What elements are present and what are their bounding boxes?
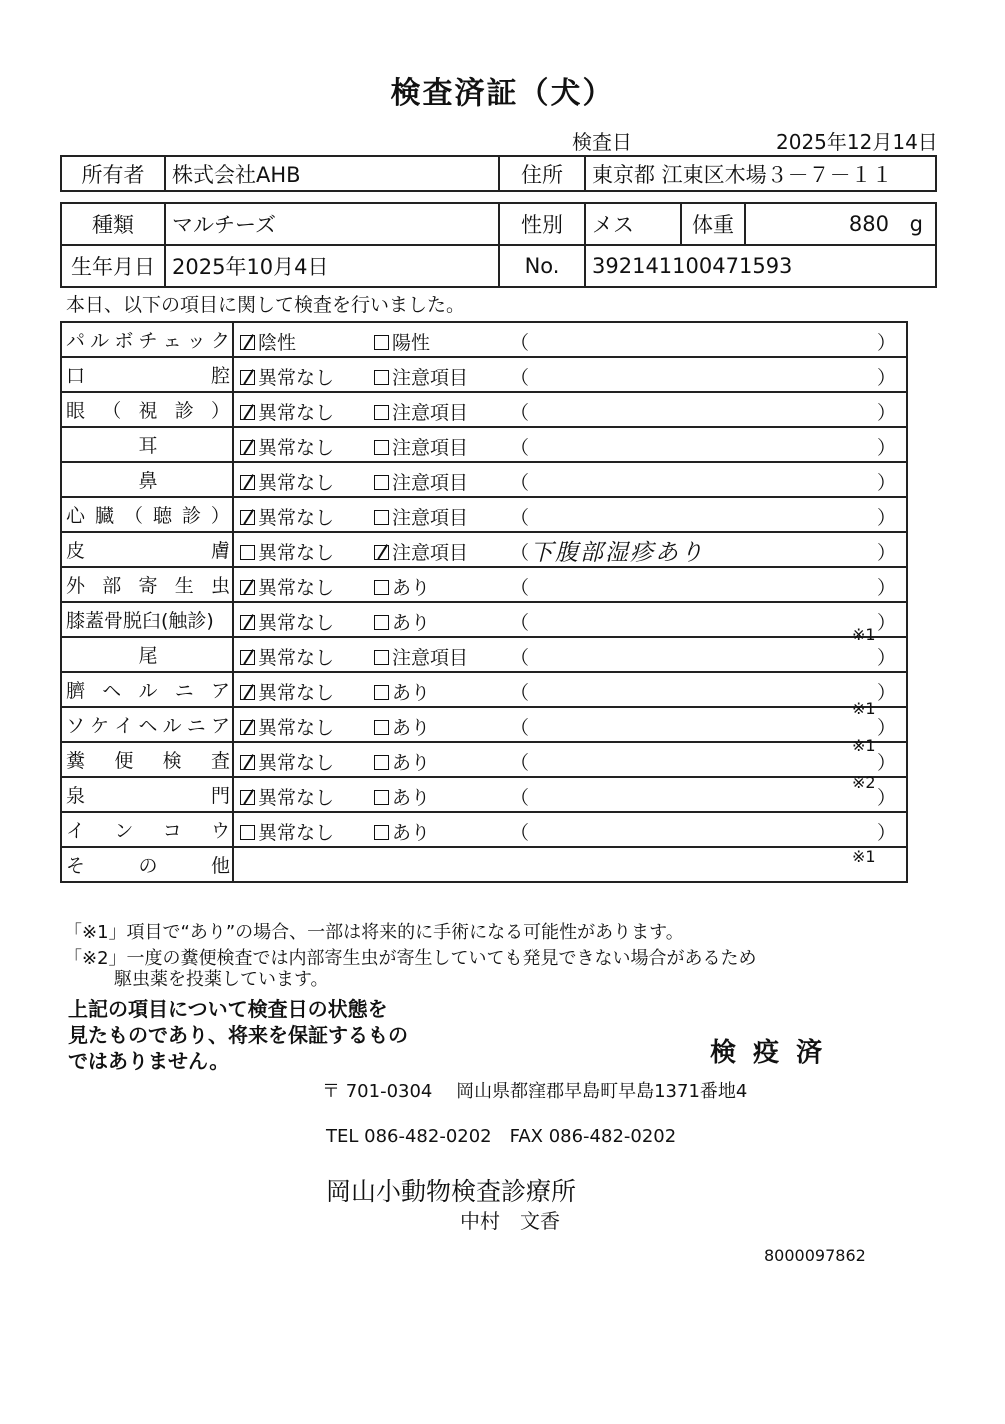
check-option-1-label: 異常なし — [258, 402, 335, 424]
check-item-char: 査 — [210, 750, 230, 772]
owner-value: 株式会社AHB — [165, 156, 499, 191]
footnote-mark: ※2 — [852, 773, 876, 792]
check-row — [61, 427, 907, 462]
check-item-char: ェ — [162, 330, 182, 352]
checkbox-checked-icon[interactable] — [240, 475, 255, 490]
footnote-mark: ※1 — [852, 625, 876, 644]
check-option-1-label: 異常なし — [258, 507, 335, 529]
checkbox-icon[interactable] — [374, 685, 389, 700]
check-option-1[interactable] — [240, 503, 334, 530]
check-option-1-label: 異常なし — [258, 542, 335, 564]
check-option-2-label: 注意項目 — [392, 402, 469, 424]
check-row — [61, 392, 907, 427]
owner-label: 所有者 — [61, 156, 165, 191]
check-option-1[interactable] — [240, 783, 334, 810]
check-options-cell — [233, 602, 907, 637]
check-item-char: 検 — [162, 750, 182, 772]
paren-open: （ — [510, 472, 530, 494]
paren-open: （ — [510, 647, 530, 669]
checkbox-checked-icon[interactable] — [240, 615, 255, 630]
page-title: 検査済証（犬） — [390, 76, 615, 111]
checkbox-icon[interactable] — [374, 475, 389, 490]
paren-open: （ — [510, 717, 530, 739]
sex-label: 性別 — [499, 203, 585, 245]
check-item-char: ッ — [186, 330, 206, 352]
check-option-1[interactable] — [240, 713, 334, 740]
check-item-char: 腔 — [210, 365, 230, 387]
check-option-2-label: 注意項目 — [392, 472, 469, 494]
checkbox-icon[interactable] — [374, 510, 389, 525]
checkbox-checked-icon[interactable] — [240, 335, 255, 350]
weight-label: 体重 — [681, 203, 745, 245]
check-option-2-label: 注意項目 — [392, 437, 469, 459]
check-option-2-label: 注意項目 — [392, 367, 469, 389]
disclaimer-statement — [68, 996, 408, 1074]
check-option-2[interactable] — [374, 818, 430, 845]
check-item-label — [66, 711, 230, 738]
check-option-1[interactable] — [240, 398, 334, 425]
check-item-label — [66, 396, 230, 423]
footnote-2: 「※2」一度の糞便検査では内部寄生虫が寄生していても発見できない場合があるため — [64, 948, 757, 969]
check-option-1-label: 異常なし — [258, 752, 335, 774]
check-option-1-label: 異常なし — [258, 647, 335, 669]
check-item-char: 診 — [181, 505, 201, 527]
check-option-2-label: あり — [392, 822, 431, 844]
check-option-2-label: あり — [392, 752, 431, 774]
disclaimer-line: 上記の項目について検査日の状態を — [68, 997, 388, 1021]
paren-open: （ — [510, 682, 530, 704]
check-option-1[interactable] — [240, 328, 296, 355]
check-item-char: 臓 — [94, 505, 114, 527]
checkbox-icon[interactable] — [374, 615, 389, 630]
check-option-2[interactable] — [374, 713, 430, 740]
check-option-2-label: 注意項目 — [392, 647, 469, 669]
check-option-2-label: 注意項目 — [392, 507, 469, 529]
check-item-char: 外 — [66, 575, 86, 597]
animal-table — [60, 202, 937, 288]
checkbox-icon[interactable] — [374, 405, 389, 420]
check-option-2-label: あり — [392, 717, 431, 739]
check-option-2[interactable] — [374, 538, 468, 565]
check-item-char: 皮 — [66, 540, 86, 562]
check-option-1-label: 異常なし — [258, 367, 335, 389]
breed-label: 種類 — [61, 203, 165, 245]
checkbox-checked-icon[interactable] — [240, 440, 255, 455]
check-item-char: ） — [210, 505, 230, 527]
paren-close: ） — [876, 577, 896, 599]
check-item-label — [66, 676, 230, 703]
checkbox-checked-icon[interactable] — [240, 510, 255, 525]
check-option-1[interactable] — [240, 433, 334, 460]
check-item-char: 部 — [102, 575, 122, 597]
check-option-2[interactable] — [374, 748, 430, 775]
check-option-2-label: あり — [392, 682, 431, 704]
paren-open: （ — [510, 402, 530, 424]
check-item-char: ） — [210, 400, 230, 422]
paren-close: ） — [876, 612, 896, 634]
paren-open: （ — [510, 507, 530, 529]
check-item-char: イ — [66, 820, 86, 842]
check-options-cell — [233, 357, 907, 392]
check-options-cell — [233, 322, 907, 357]
check-item-char: ル — [138, 680, 158, 702]
footnote-1: 「※1」項目で“あり”の場合、一部は将来的に手術になる可能性があります。 — [64, 922, 684, 943]
check-option-2-label: 注意項目 — [392, 542, 469, 564]
checkbox-icon[interactable] — [374, 370, 389, 385]
paren-close: ） — [876, 647, 896, 669]
address-value: 東京都 江東区木場３－７－１１ — [585, 156, 936, 191]
check-item-cell — [61, 357, 233, 392]
paren-open: （ — [510, 542, 530, 564]
footnote-mark: ※1 — [852, 736, 876, 755]
exam-date-label: 検査日 — [572, 130, 632, 154]
breed-value: マルチーズ — [165, 203, 499, 245]
check-item-label — [66, 536, 230, 563]
check-item-char: 膝蓋骨脱臼(触診) — [66, 610, 214, 632]
birth-label: 生年月日 — [61, 245, 165, 287]
check-options-cell — [233, 532, 907, 567]
check-table — [60, 321, 908, 883]
check-item-char: 膚 — [210, 540, 230, 562]
checkbox-checked-icon[interactable] — [240, 685, 255, 700]
check-item-cell — [61, 707, 233, 742]
check-option-2[interactable] — [374, 678, 430, 705]
check-option-1-label: 異常なし — [258, 682, 335, 704]
checkbox-checked-icon[interactable] — [240, 370, 255, 385]
check-item-cell — [61, 322, 233, 357]
check-option-2-label: あり — [392, 577, 431, 599]
check-item-char: 門 — [210, 785, 230, 807]
address-label: 住所 — [499, 156, 585, 191]
paren-close: ） — [876, 682, 896, 704]
clinic-address: 〒 701-0304 岡山県都窪郡早島町早島1371番地4 — [322, 1081, 748, 1102]
check-item-label — [66, 326, 230, 353]
check-item-char: ソ — [66, 715, 86, 737]
weight-value: 880 — [848, 212, 889, 236]
check-option-1-label: 異常なし — [258, 822, 335, 844]
check-options-cell — [233, 567, 907, 602]
weight-cell — [745, 203, 936, 245]
check-item-label — [66, 781, 230, 808]
check-item-char: ケ — [90, 715, 110, 737]
check-item-char: 生 — [174, 575, 194, 597]
check-item-char: ヘ — [102, 680, 122, 702]
paren-open: （ — [510, 612, 530, 634]
check-item-label — [66, 816, 230, 843]
sex-value: メス — [585, 203, 681, 245]
check-item-char: ル — [162, 715, 182, 737]
check-item-cell — [61, 777, 233, 812]
check-item-char: ヘ — [138, 715, 158, 737]
check-item-char: 聴 — [152, 505, 172, 527]
paren-close: ） — [876, 332, 896, 354]
disclaimer-line: 見たものであり、将来を保証するもの — [68, 1023, 408, 1047]
birth-value: 2025年10月4日 — [165, 245, 499, 287]
check-option-2[interactable] — [374, 363, 468, 390]
check-item-char: イ — [114, 715, 134, 737]
check-option-1-label: 陰性 — [258, 332, 297, 354]
paren-close: ） — [876, 437, 896, 459]
paren-close: ） — [876, 472, 896, 494]
check-row — [61, 462, 907, 497]
checkbox-checked-icon[interactable] — [240, 755, 255, 770]
check-item-char: 虫 — [210, 575, 230, 597]
checkbox-icon[interactable] — [374, 440, 389, 455]
check-item-cell — [61, 672, 233, 707]
check-option-1[interactable] — [240, 363, 334, 390]
paren-open: （ — [510, 787, 530, 809]
check-option-1[interactable] — [240, 468, 334, 495]
checkbox-checked-icon[interactable] — [240, 650, 255, 665]
check-option-1[interactable] — [240, 573, 334, 600]
check-option-1[interactable] — [240, 643, 334, 670]
check-option-2[interactable] — [374, 643, 468, 670]
checkbox-checked-icon[interactable] — [240, 790, 255, 805]
checkbox-icon[interactable] — [374, 755, 389, 770]
check-row — [61, 707, 907, 742]
check-item-cell — [61, 602, 233, 637]
check-item-char: ボ — [114, 330, 134, 352]
intro-text: 本日、以下の項目に関して検査を行いました。 — [66, 294, 466, 316]
document-number: 8000097862 — [764, 1246, 866, 1265]
check-item-char: ニ — [186, 715, 206, 737]
check-item-char: ル — [90, 330, 110, 352]
check-option-1-label: 異常なし — [258, 437, 335, 459]
paren-close: ） — [876, 822, 896, 844]
check-options-cell — [233, 392, 907, 427]
check-option-1[interactable] — [240, 608, 334, 635]
footnote-mark: ※1 — [852, 699, 876, 718]
check-options-cell — [233, 742, 907, 777]
check-item-cell — [61, 567, 233, 602]
check-row — [61, 637, 907, 672]
check-option-2[interactable] — [374, 433, 468, 460]
checkbox-icon[interactable] — [240, 825, 255, 840]
check-row — [61, 812, 907, 847]
check-item-label — [66, 606, 230, 633]
exam-date-value: 2025年12月14日 — [776, 130, 938, 154]
check-option-2[interactable] — [374, 328, 430, 355]
check-option-1[interactable] — [240, 748, 334, 775]
check-item-char: （ — [123, 505, 143, 527]
check-option-1-label: 異常なし — [258, 612, 335, 634]
paren-close: ） — [876, 507, 896, 529]
paren-open: （ — [510, 577, 530, 599]
check-item-label — [66, 746, 230, 773]
check-option-2[interactable] — [374, 608, 430, 635]
check-item-label — [66, 431, 230, 458]
clinic-phone: TEL 086-482-0202 FAX 086-482-0202 — [326, 1126, 677, 1147]
check-item-char: ニ — [174, 680, 194, 702]
check-item-char: ア — [210, 715, 230, 737]
quarantine-stamp: 検 疫 済 — [710, 1038, 827, 1068]
checkbox-checked-icon[interactable] — [374, 545, 389, 560]
check-option-1-label: 異常なし — [258, 577, 335, 599]
check-item-cell — [61, 532, 233, 567]
check-row — [61, 497, 907, 532]
clinic-person: 中村 文香 — [460, 1209, 560, 1233]
check-item-char: 寄 — [138, 575, 158, 597]
check-item-char: 鼻 — [138, 470, 158, 492]
checkbox-icon[interactable] — [374, 650, 389, 665]
check-item-cell — [61, 392, 233, 427]
footnote-mark: ※1 — [852, 847, 876, 866]
check-item-char: 耳 — [138, 435, 158, 457]
check-note: 下腹部湿疹あり — [530, 540, 705, 566]
check-item-label — [66, 466, 230, 493]
checkbox-icon[interactable] — [374, 335, 389, 350]
paren-close: ） — [876, 542, 896, 564]
checkbox-checked-icon[interactable] — [240, 720, 255, 735]
check-option-1[interactable] — [240, 678, 334, 705]
check-item-char: （ — [102, 400, 122, 422]
check-row — [61, 777, 907, 812]
paren-close: ） — [876, 717, 896, 739]
check-item-char: ン — [114, 820, 134, 842]
check-row — [61, 602, 907, 637]
check-option-1[interactable] — [240, 818, 334, 845]
check-item-cell — [61, 637, 233, 672]
check-item-cell — [61, 462, 233, 497]
check-item-char: 心 — [66, 505, 86, 527]
check-item-char: の — [138, 855, 158, 877]
check-option-2[interactable] — [374, 398, 468, 425]
check-options-cell — [233, 672, 907, 707]
check-item-char: 便 — [114, 750, 134, 772]
check-options-cell — [233, 777, 907, 812]
check-options-cell — [233, 637, 907, 672]
owner-table — [60, 155, 937, 192]
check-option-2[interactable] — [374, 783, 430, 810]
clinic-name: 岡山小動物検査診療所 — [326, 1177, 577, 1206]
check-option-1-label: 異常なし — [258, 717, 335, 739]
check-option-2-label: あり — [392, 787, 431, 809]
checkbox-icon[interactable] — [374, 720, 389, 735]
check-item-cell — [61, 847, 233, 882]
check-option-2-label: 陽性 — [392, 332, 431, 354]
check-item-cell — [61, 812, 233, 847]
check-item-label — [66, 501, 230, 528]
check-row — [61, 567, 907, 602]
check-option-2[interactable] — [374, 503, 468, 530]
check-item-char: 糞 — [66, 750, 86, 772]
check-row — [61, 847, 907, 882]
paren-close: ） — [876, 752, 896, 774]
check-item-char: 尾 — [138, 645, 158, 667]
check-row — [61, 532, 907, 567]
check-item-char: 口 — [66, 365, 86, 387]
weight-unit: g — [909, 212, 923, 236]
check-option-1-label: 異常なし — [258, 787, 335, 809]
check-option-2[interactable] — [374, 468, 468, 495]
check-item-char: そ — [66, 855, 86, 877]
check-option-2[interactable] — [374, 573, 430, 600]
check-item-char: コ — [162, 820, 182, 842]
paren-open: （ — [510, 367, 530, 389]
no-label: No. — [499, 245, 585, 287]
check-row — [61, 672, 907, 707]
disclaimer-line: ではありません。 — [68, 1049, 230, 1073]
check-item-label — [66, 641, 230, 668]
check-option-2-label: あり — [392, 612, 431, 634]
check-item-char: パ — [66, 330, 86, 352]
check-options-cell — [233, 427, 907, 462]
checkbox-icon[interactable] — [240, 545, 255, 560]
check-item-char: 診 — [174, 400, 194, 422]
paren-open: （ — [510, 822, 530, 844]
check-options-cell — [233, 707, 907, 742]
checkbox-checked-icon[interactable] — [240, 405, 255, 420]
check-item-char: チ — [138, 330, 158, 352]
checkbox-checked-icon[interactable] — [240, 580, 255, 595]
no-value: 392141100471593 — [585, 245, 936, 287]
check-item-label — [66, 851, 230, 878]
paren-open: （ — [510, 332, 530, 354]
check-item-char: ウ — [210, 820, 230, 842]
check-item-char: 臍 — [66, 680, 86, 702]
paren-open: （ — [510, 437, 530, 459]
check-option-1[interactable] — [240, 538, 334, 565]
check-options-cell — [233, 847, 907, 882]
checkbox-icon[interactable] — [374, 790, 389, 805]
check-options-cell — [233, 812, 907, 847]
check-item-char: 泉 — [66, 785, 86, 807]
check-item-cell — [61, 427, 233, 462]
checkbox-icon[interactable] — [374, 580, 389, 595]
check-item-char: ア — [210, 680, 230, 702]
check-row — [61, 742, 907, 777]
checkbox-icon[interactable] — [374, 825, 389, 840]
check-item-char: ク — [210, 330, 230, 352]
paren-open: （ — [510, 752, 530, 774]
check-options-cell — [233, 462, 907, 497]
check-row — [61, 357, 907, 392]
check-item-char: 眼 — [66, 400, 86, 422]
check-options-cell — [233, 497, 907, 532]
check-item-label — [66, 571, 230, 598]
check-item-label — [66, 361, 230, 388]
paren-close: ） — [876, 402, 896, 424]
check-item-char: 他 — [210, 855, 230, 877]
check-row — [61, 322, 907, 357]
footnote-2-continued: 駆虫薬を投薬しています。 — [114, 969, 329, 990]
paren-close: ） — [876, 367, 896, 389]
paren-close: ） — [876, 787, 896, 809]
check-option-1-label: 異常なし — [258, 472, 335, 494]
check-item-cell — [61, 497, 233, 532]
check-item-char: 視 — [138, 400, 158, 422]
check-item-cell — [61, 742, 233, 777]
